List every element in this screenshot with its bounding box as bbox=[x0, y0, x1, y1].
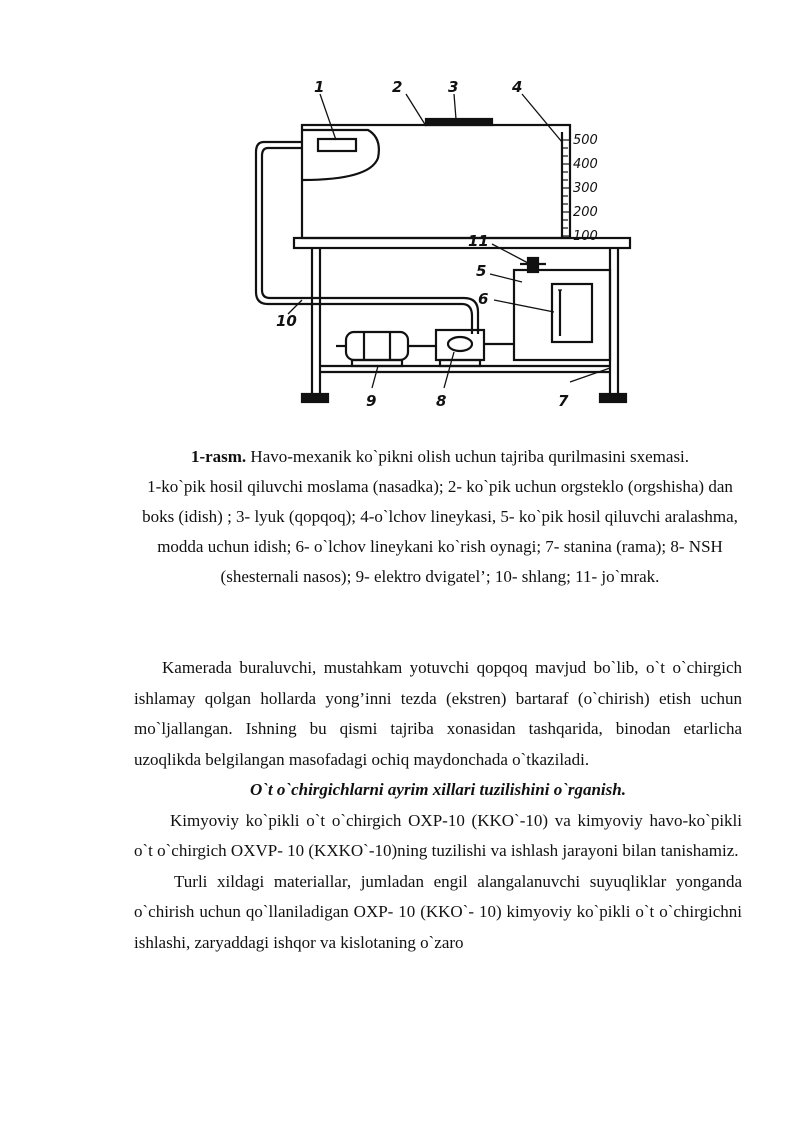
hatch bbox=[426, 119, 492, 125]
ruler-ticks bbox=[558, 140, 570, 290]
caption-legend: 1-ko`pik hosil qiluvchi moslama (nasadka); 2- ko`pik uchun orgsteklo (orgshisha) dan boks (idish) ; 3- lyuk (qopqoq); 4-o`lchov lineykasi, 5- ko`pik hosil qiluvchi aralashma, modda uchun idish; 6- o`lchov lineykani ko`rish oynagi; 7- stanina (rama); 8- NSH (shesternali nasos); 9- elektro dvigatel’; 10- shlang; 11- jo`mrak. bbox=[142, 477, 738, 586]
caption-title-bold: 1-rasm. bbox=[190, 447, 247, 466]
scale-value-500: 500 bbox=[573, 133, 598, 148]
label-6: 6 bbox=[478, 290, 489, 308]
label-2: 2 bbox=[392, 78, 403, 96]
scale-value-300: 300 bbox=[573, 181, 598, 196]
foam-box bbox=[302, 125, 570, 238]
electric-motor bbox=[346, 332, 408, 360]
paragraph-3: Turli xildagi materiallar, jumladan engil alangalanuvchi suyuqliklar yonganda o`chirish uchun qo`llaniladigan OXP- 10 (KKO`- 10) kimyoviy ko`pikli o`t o`chirgichni ishlashi, zaryaddagi ishqor va kislotaning o`zaro bbox=[134, 871, 742, 952]
caption-title-text: Havo-mexanik ko`pikni olish uchun tajriba qurilmasini sxemasi. bbox=[246, 447, 690, 466]
label-5: 5 bbox=[476, 262, 487, 280]
scale-value-100: 100 bbox=[573, 229, 598, 244]
paragraph-2: Kimyoviy ko`pikli o`t o`chirgich OXP-10 (KKO`-10) va kimyoviy havo-ko`pikli o`t o`chirgich OXVP- 10 (KXKO`-10)ning tuzilishi va ishlash jarayoni bilan tanishamiz. bbox=[134, 810, 742, 860]
body-text bbox=[134, 653, 742, 958]
scale-value-200: 200 bbox=[573, 205, 598, 220]
apparatus-schematic bbox=[240, 78, 640, 418]
gear-pump bbox=[436, 330, 484, 360]
nozzle bbox=[318, 139, 356, 151]
label-9: 9 bbox=[366, 392, 377, 410]
caption-title bbox=[140, 442, 740, 472]
label-3: 3 bbox=[448, 78, 459, 96]
label-7: 7 bbox=[558, 392, 569, 410]
label-1: 1 bbox=[314, 78, 325, 96]
paragraph-1: Kamerada buraluvchi, mustahkam yotuvchi qopqoq mavjud bo`lib, o`t o`chirgich ishlamay qolgan hollarda yong’inni tezda (ekstren) bartaraf (o`chirish) etish uchun mo`ljallangan. Ishning bu qismi tajriba xonasidan tashqarida, binodan etarlicha uzoqlikda belgilangan masofadagi ochiq maydonchada o`tkaziladi. bbox=[134, 658, 742, 769]
label-10: 10 bbox=[276, 312, 297, 330]
apparatus-diagram bbox=[240, 78, 640, 418]
nozzle-chamber bbox=[302, 130, 379, 180]
gauge-window bbox=[552, 284, 592, 342]
section-subheading: O`t o`chirgichlarni ayrim xillari tuzilishini o`rganish. bbox=[250, 780, 626, 799]
label-11: 11 bbox=[468, 232, 489, 250]
figure-caption bbox=[140, 442, 740, 592]
label-8: 8 bbox=[436, 392, 447, 410]
scale-value-400: 400 bbox=[573, 157, 598, 172]
label-4: 4 bbox=[512, 78, 523, 96]
